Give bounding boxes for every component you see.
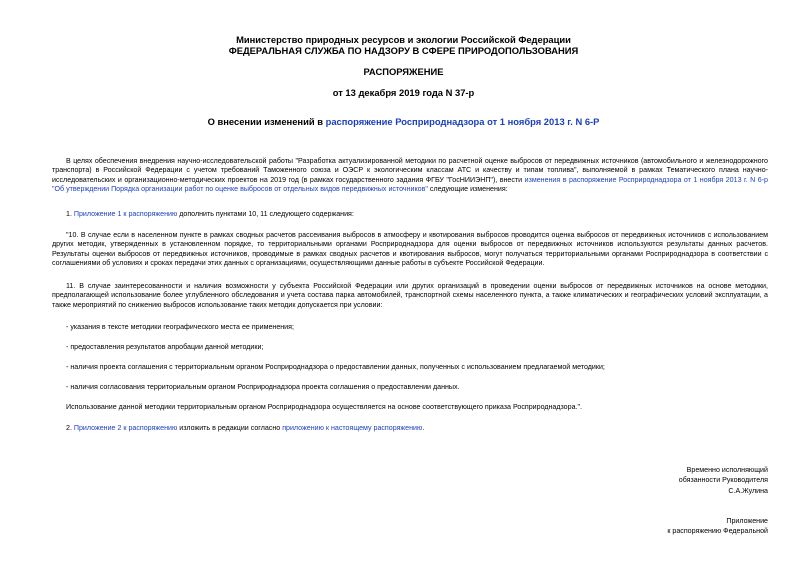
- signature-name: С.А.Жулина: [728, 486, 768, 495]
- title-prefix: О внесении изменений в: [207, 116, 326, 127]
- appendix-line-2: к распоряжению Федеральной: [667, 527, 768, 536]
- signature-block: [468, 465, 768, 496]
- item-2: [52, 424, 768, 433]
- signature-line-1: Временно исполняющий: [686, 466, 768, 474]
- item-1-number: 1.: [66, 210, 74, 218]
- intro-text-1: В целях обеспечения внедрения научно-исследовательской работы "Разработка актуализированной методики по расчетной оценке выбросов от передвижных источников (автомобильного и железнодорожного транспорта) в Российской Федерации с учетом требований Таможенного союза и ОЭСР к экологическим классам АТС и качеству и типам топлива", выполняемой в рамках Тематического плана научно-исследовательских и организационно-методических проектов на 2019 год (в рамках государственного задания ФГБУ "ГосНИИЭНП"), внести: [52, 157, 768, 184]
- intro-link[interactable]: изменения в распоряжение Росприроднадзора от 1 ноября 2013 г. N 6-р "Об утверждении Порядка организации работ по оценке выбросов от отдельных видов передвижных источников": [52, 175, 768, 194]
- item-2-mid-text: изложить в редакции согласно: [177, 424, 283, 432]
- document-title: [0, 116, 807, 127]
- appendix-block: [468, 516, 768, 537]
- paragraph-11: 11. В случае заинтересованности и наличия возможности у субъекта Российской Федерации или других организаций в проведении оценки выбросов от передвижных источников на основе методики, предполагающей использование более углубленного обследования и учета состава парка автомобилей, транспортной схемы населенного пункта, а также климатических и географических условий эксплуатации, а также мероприятий по снижению выбросов использование таких методик допускается при условии:: [52, 282, 768, 309]
- document-type: РАСПОРЯЖЕНИЕ: [363, 66, 444, 77]
- item-1-link[interactable]: Приложение 1 к распоряжению: [73, 210, 178, 218]
- paragraph-10: "10. В случае если в населенном пункте в рамках сводных расчетов рассеивания выбросов в атмосферу и квотирования выбросов проводится оценка выбросов от передвижных источников с использованием других методик, утвержденных в установленном порядке, то территориальными органами Росприроднадзора для оценки выбросов от передвижных источников используются результаты данных расчетов. Результаты оценки выбросов от передвижных источников, проводимые в рамках сводных расчетов и квотирования выбросов, могут получаться территориальными органами Росприроднадзора в соответствии с соглашениями об условиях и сроках передачи этих данных с организациями, осуществляющими данные работы в субъекте Российской Федерации.: [52, 231, 768, 268]
- bullet-item: - указания в тексте методики географического места ее применения;: [66, 323, 294, 331]
- intro-paragraph: [52, 157, 768, 195]
- title-link[interactable]: распоряжение Росприроднадзора от 1 ноября 2013 г. N 6-Р: [325, 116, 600, 127]
- bullet-item: - наличия проекта соглашения с территориальным органом Росприроднадзора о предоставлении данных, полученных с использованием предлагаемой методики;: [66, 363, 605, 371]
- bullet-item: - предоставления результатов апробации данной методики;: [66, 343, 264, 351]
- document-date-number: от 13 декабря 2019 года N 37-р: [332, 87, 475, 98]
- item-1-text: дополнить пунктами 10, 11 следующего содержания:: [177, 210, 354, 218]
- item-2-end: .: [422, 424, 425, 432]
- signature-line-2: обязанности Руководителя: [678, 476, 768, 485]
- item-2-link-attachment[interactable]: приложению к настоящему распоряжению: [282, 424, 423, 432]
- service-name: ФЕДЕРАЛЬНАЯ СЛУЖБА ПО НАДЗОРУ В СФЕРЕ ПРИРОДОПОЛЬЗОВАНИЯ: [228, 45, 579, 56]
- intro-text-2: следующие изменения:: [427, 185, 508, 194]
- closing-paragraph: Использование данной методики территориальным органом Росприроднадзора осуществляется на основе соответствующего приказа Росприроднадзора.".: [66, 403, 582, 411]
- item-2-link-appendix[interactable]: Приложение 2 к распоряжению: [73, 424, 178, 432]
- item-2-number: 2.: [66, 424, 74, 432]
- bullet-item: - наличия согласования территориальным органом Росприроднадзора проекта соглашения о предоставлении данных.: [66, 383, 460, 391]
- item-1: [52, 210, 768, 219]
- ministry-name: Министерство природных ресурсов и экологии Российской Федерации: [236, 34, 571, 45]
- appendix-line-1: Приложение: [726, 517, 768, 525]
